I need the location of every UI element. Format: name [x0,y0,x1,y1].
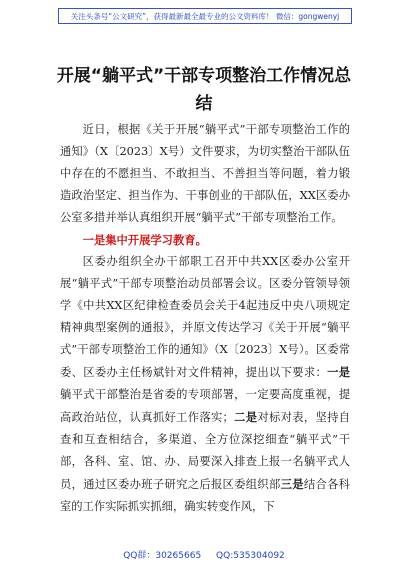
paragraph-text-c: 对标对表，坚持自查和互查相结合，多渠道、全方位深挖细查“躺平式”干部，各科、室、馆、办、局要深入排查上报一名躺平式人员，通过区委办班子研究之后报区委组织部 [60,411,350,491]
page-title: 开展“躺平式”干部专项整治工作情况总结 [56,66,352,114]
body-paragraph [60,251,350,518]
point-three-label: 三是 [280,477,304,491]
point-one-label: 一是 [327,365,350,379]
footer-contact [0,548,408,561]
top-banner: 关注头条号“公文研究”，获得最新最全最专业的公文资料库！ 微信：gongwenyj [58,8,352,24]
section-heading: 一是集中开展学习教育。 [82,233,207,247]
paragraph-text-b: 躺平式干部整治是省委的专项部署，一定要高度重视，提高政治站位，认真抓好工作落实； [60,388,350,424]
document-body [60,119,350,518]
paragraph-text-d: 结合各科室的工作实际抓实抓细，确实转变作风，下 [60,478,350,513]
intro-paragraph: 近日，根据《关于开展“躺平式”干部专项整治工作的通知》（X〔2023〕X号）文件要求，为切实整治干部队伍中存在的不愿担当、不敢担当、不善担当等问题，着力锻造政治坚定、担当作为、干事创业的干部队伍，XX区委办公室多措并举认真组织开展“躺平式”干部专项整治工作。 [60,123,350,224]
paragraph-text-a: 区委办组织全办干部职工召开中共XX区委办公室开展“躺平式”干部专项整治动员部署会议。区委分管领导领学《中共XX区纪律检查委员会关于4起违反中央八项规定精神典型案例的通报》，并原文传达学习《关于开展“躺平式”干部专项整治工作的通知》（X〔2023〕X号）。区委常委、区委办主任杨斌针对文件精神，提出以下要求： [60,255,350,379]
qq-group-text: QQ群：30265665 [123,551,202,561]
qq-number-text: QQ:535304092 [216,551,285,561]
point-two-label: 二是 [233,410,258,424]
